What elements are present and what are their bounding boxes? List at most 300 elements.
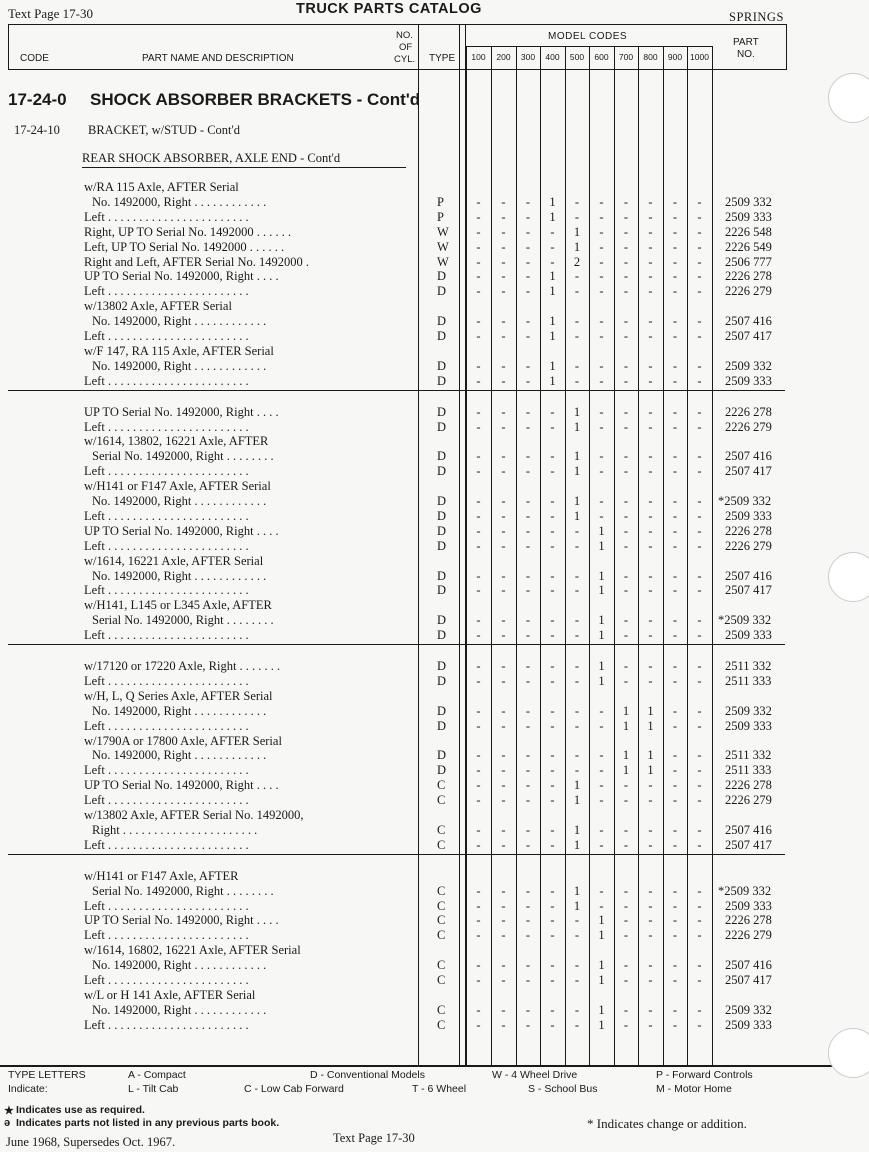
type-letter: C bbox=[437, 958, 446, 973]
model-qty: - bbox=[648, 583, 653, 598]
model-qty: - bbox=[672, 1017, 678, 1032]
model-qty: - bbox=[501, 284, 506, 299]
model-qty: - bbox=[501, 898, 506, 913]
model-qty: - bbox=[697, 494, 702, 508]
model-qty: - bbox=[550, 613, 555, 628]
model-qty: - bbox=[697, 822, 702, 837]
model-qty: - bbox=[648, 329, 653, 343]
legend-item: T - 6 Wheel bbox=[412, 1083, 467, 1095]
table-row bbox=[0, 793, 869, 808]
model-qty: - bbox=[476, 883, 481, 898]
model-qty: - bbox=[574, 703, 580, 718]
type-letter: P bbox=[437, 209, 444, 224]
model-qty: - bbox=[525, 1017, 531, 1032]
model-qty: - bbox=[672, 583, 678, 598]
model-qty: - bbox=[525, 748, 531, 763]
model-qty: - bbox=[574, 928, 580, 943]
type-letter: D bbox=[437, 269, 447, 284]
model-code-header: 600 bbox=[594, 52, 609, 62]
footnote-change: * Indicates change or addition. bbox=[587, 1116, 747, 1131]
model-qty: 1 bbox=[573, 419, 581, 434]
model-qty: - bbox=[476, 793, 481, 808]
model-qty: - bbox=[476, 269, 481, 284]
type-letter: C bbox=[437, 913, 446, 928]
model-qty: - bbox=[476, 329, 481, 343]
model-qty: - bbox=[697, 1002, 702, 1017]
legend-item: P - Forward Controls bbox=[656, 1069, 753, 1081]
table-row bbox=[0, 359, 869, 374]
model-qty: - bbox=[623, 898, 629, 913]
model-qty: - bbox=[476, 822, 481, 837]
model-qty: - bbox=[623, 404, 629, 419]
model-qty: - bbox=[672, 973, 678, 987]
table-row bbox=[0, 554, 869, 569]
part-description: w/13802 Axle, AFTER Serial bbox=[84, 299, 232, 314]
model-qty: 1 bbox=[598, 583, 605, 598]
model-qty: - bbox=[476, 837, 481, 852]
table-row bbox=[0, 748, 869, 763]
type-letter: C bbox=[437, 973, 446, 987]
model-qty: - bbox=[476, 628, 481, 643]
part-number: 2226 279 bbox=[725, 419, 772, 434]
table-row bbox=[0, 808, 869, 823]
model-qty: - bbox=[599, 358, 604, 373]
model-qty: - bbox=[501, 508, 506, 523]
model-qty: - bbox=[599, 494, 604, 508]
model-qty: - bbox=[574, 958, 580, 973]
part-number: 2507 417 bbox=[725, 837, 772, 852]
model-qty: - bbox=[623, 358, 629, 373]
part-description: Right . . . . . . . . . . . . . . . . . . . . . . bbox=[92, 822, 258, 837]
table-row bbox=[0, 719, 869, 734]
part-number: 2511 333 bbox=[725, 673, 772, 688]
model-qty: 1 bbox=[549, 358, 556, 373]
model-qty: - bbox=[648, 209, 653, 224]
part-description: No. 1492000, Right . . . . . . . . . . . . bbox=[92, 568, 267, 583]
model-qty: - bbox=[476, 659, 481, 673]
model-qty: - bbox=[501, 373, 506, 388]
model-qty: - bbox=[525, 958, 531, 973]
model-qty: 1 bbox=[573, 508, 581, 523]
model-qty: - bbox=[550, 404, 555, 419]
model-qty: - bbox=[476, 209, 481, 224]
model-qty: - bbox=[648, 659, 653, 673]
model-qty: - bbox=[623, 613, 629, 628]
model-qty: - bbox=[672, 1002, 678, 1017]
model-qty: - bbox=[672, 508, 678, 523]
model-qty: - bbox=[599, 883, 604, 898]
model-qty: - bbox=[672, 373, 678, 388]
part-number: 2507 416 bbox=[725, 449, 772, 464]
model-qty: - bbox=[550, 239, 555, 254]
model-qty: - bbox=[550, 1002, 555, 1017]
type-letter: D bbox=[437, 419, 447, 434]
model-qty: - bbox=[672, 613, 678, 628]
model-qty: - bbox=[525, 419, 531, 434]
model-qty: - bbox=[648, 793, 653, 808]
model-qty: - bbox=[476, 494, 481, 508]
model-qty: - bbox=[599, 763, 604, 778]
part-description: No. 1492000, Right . . . . . . . . . . . . bbox=[92, 703, 267, 718]
model-qty: - bbox=[599, 254, 604, 269]
model-qty: - bbox=[672, 568, 678, 583]
model-qty: - bbox=[672, 404, 678, 419]
model-qty: - bbox=[648, 358, 653, 373]
model-qty: - bbox=[501, 837, 506, 852]
model-qty: - bbox=[599, 508, 604, 523]
model-qty: - bbox=[623, 958, 629, 973]
model-qty: - bbox=[648, 419, 653, 434]
star-icon: ★ bbox=[4, 1105, 14, 1117]
model-qty: - bbox=[525, 314, 531, 329]
model-qty: - bbox=[623, 239, 629, 254]
model-qty: - bbox=[525, 373, 531, 388]
model-qty: - bbox=[672, 883, 678, 898]
model-qty: - bbox=[697, 928, 702, 943]
model-code-header: 800 bbox=[643, 52, 658, 62]
model-qty: - bbox=[550, 419, 555, 434]
model-qty: - bbox=[501, 358, 506, 373]
model-qty: 1 bbox=[647, 703, 654, 718]
model-qty: - bbox=[648, 254, 653, 269]
model-qty: - bbox=[501, 194, 506, 209]
model-qty: 1 bbox=[573, 778, 581, 793]
section-title: SHOCK ABSORBER BRACKETS - Cont'd bbox=[90, 90, 421, 109]
col-part-no-1: PART bbox=[733, 37, 759, 48]
part-number: 2509 332 bbox=[725, 1002, 772, 1017]
model-qty: 2 bbox=[573, 254, 581, 269]
model-qty: - bbox=[525, 673, 531, 688]
model-qty: - bbox=[648, 508, 653, 523]
model-qty: - bbox=[648, 883, 653, 898]
model-qty: - bbox=[623, 269, 629, 284]
model-qty: - bbox=[648, 673, 653, 688]
model-qty: 1 bbox=[622, 718, 630, 733]
model-qty: - bbox=[672, 718, 678, 733]
model-qty: - bbox=[501, 883, 506, 898]
model-qty: - bbox=[550, 928, 555, 943]
model-qty: - bbox=[525, 718, 531, 733]
model-qty: - bbox=[623, 778, 629, 793]
group-separator bbox=[8, 390, 785, 391]
type-letter: D bbox=[437, 673, 447, 688]
model-qty: - bbox=[476, 284, 481, 299]
model-qty: - bbox=[476, 314, 481, 329]
model-qty: - bbox=[501, 224, 506, 239]
part-description: Left . . . . . . . . . . . . . . . . . . . . . . . bbox=[84, 538, 249, 553]
model-qty: - bbox=[672, 419, 678, 434]
model-qty: - bbox=[599, 224, 604, 239]
model-qty: - bbox=[525, 358, 531, 373]
part-description: Left . . . . . . . . . . . . . . . . . . . . . . . bbox=[84, 973, 249, 987]
model-qty: - bbox=[525, 703, 531, 718]
model-qty: - bbox=[648, 269, 653, 284]
part-description: w/1614, 16221 Axle, AFTER Serial bbox=[84, 553, 264, 568]
model-qty: - bbox=[501, 718, 506, 733]
model-qty: 1 bbox=[598, 673, 605, 688]
model-qty: - bbox=[648, 1002, 653, 1017]
model-qty: - bbox=[476, 194, 481, 209]
model-code-header: 300 bbox=[520, 52, 536, 62]
model-qty: - bbox=[525, 583, 531, 598]
model-qty: - bbox=[574, 659, 580, 673]
model-qty: - bbox=[648, 224, 653, 239]
model-qty: - bbox=[574, 269, 580, 284]
model-qty: - bbox=[574, 973, 580, 987]
model-qty: - bbox=[697, 883, 702, 898]
model-qty: 1 bbox=[573, 239, 581, 254]
type-letter: D bbox=[437, 763, 447, 778]
type-letter: D bbox=[437, 748, 447, 763]
part-description: w/H141 or F147 Axle, AFTER Serial bbox=[84, 479, 271, 494]
model-qty: - bbox=[550, 464, 555, 479]
model-qty: - bbox=[648, 494, 653, 508]
model-qty: - bbox=[525, 973, 531, 987]
type-letter: C bbox=[437, 928, 446, 943]
model-qty: - bbox=[501, 1002, 506, 1017]
part-number: 2507 416 bbox=[725, 822, 772, 837]
model-qty: - bbox=[525, 928, 531, 943]
model-qty: - bbox=[501, 793, 506, 808]
type-letter: D bbox=[437, 508, 447, 523]
model-qty: - bbox=[697, 538, 702, 553]
model-qty: - bbox=[697, 224, 702, 239]
model-qty: - bbox=[574, 358, 580, 373]
model-qty: - bbox=[476, 748, 481, 763]
model-qty: - bbox=[648, 449, 653, 464]
model-qty: - bbox=[648, 568, 653, 583]
model-qty: - bbox=[599, 194, 604, 209]
table-row bbox=[0, 374, 869, 389]
model-code-header: 400 bbox=[545, 52, 560, 62]
part-description: Left . . . . . . . . . . . . . . . . . . . . . . . bbox=[84, 673, 249, 688]
model-qty: - bbox=[648, 464, 653, 479]
part-description: w/13802 Axle, AFTER Serial No. 1492000, bbox=[84, 808, 304, 822]
model-qty: - bbox=[648, 973, 653, 987]
model-qty: - bbox=[476, 538, 481, 553]
model-qty: - bbox=[525, 538, 531, 553]
model-qty: - bbox=[476, 958, 481, 973]
table-row bbox=[0, 240, 869, 255]
model-qty: - bbox=[697, 194, 702, 209]
model-qty: - bbox=[623, 973, 629, 987]
part-number: 2226 278 bbox=[725, 269, 772, 284]
table-row bbox=[0, 598, 869, 613]
model-qty: - bbox=[599, 314, 604, 329]
table-row bbox=[0, 838, 869, 853]
model-qty: - bbox=[623, 419, 629, 434]
sub-description: BRACKET, w/STUD - Cont'd bbox=[88, 123, 241, 137]
model-qty: 1 bbox=[573, 449, 581, 464]
model-qty: - bbox=[599, 329, 604, 343]
model-qty: - bbox=[697, 358, 702, 373]
model-qty: - bbox=[623, 373, 629, 388]
model-qty: 1 bbox=[573, 464, 581, 479]
type-letter: C bbox=[437, 1017, 446, 1032]
model-qty: - bbox=[648, 613, 653, 628]
type-letter: D bbox=[437, 583, 447, 598]
part-description: No. 1492000, Right . . . . . . . . . . . . bbox=[92, 748, 267, 763]
model-qty: - bbox=[697, 913, 702, 928]
model-qty: - bbox=[501, 419, 506, 434]
model-qty: 1 bbox=[598, 958, 605, 973]
part-description: Left . . . . . . . . . . . . . . . . . . . . . . . bbox=[84, 419, 249, 434]
model-qty: - bbox=[623, 673, 629, 688]
model-qty: 1 bbox=[549, 269, 556, 284]
model-qty: - bbox=[648, 928, 653, 943]
model-qty: - bbox=[550, 494, 555, 508]
model-qty: - bbox=[623, 209, 629, 224]
model-qty: - bbox=[574, 209, 580, 224]
model-qty: - bbox=[476, 373, 481, 388]
model-qty: - bbox=[476, 464, 481, 479]
table-row bbox=[0, 479, 869, 494]
table-row bbox=[0, 613, 869, 628]
table-row bbox=[0, 778, 869, 793]
part-description: w/H, L, Q Series Axle, AFTER Serial bbox=[84, 688, 273, 703]
model-qty: - bbox=[623, 883, 629, 898]
part-description: Left, UP TO Serial No. 1492000 . . . . . . bbox=[84, 239, 285, 254]
model-qty: - bbox=[672, 913, 678, 928]
legend-label-1: TYPE LETTERS bbox=[8, 1069, 86, 1081]
model-qty: - bbox=[648, 194, 653, 209]
type-letter: C bbox=[437, 898, 446, 913]
model-qty: - bbox=[501, 583, 506, 598]
model-qty: 1 bbox=[598, 973, 605, 987]
table-row bbox=[0, 539, 869, 554]
col-no-of-cyl-2: OF bbox=[399, 42, 413, 53]
model-qty: - bbox=[501, 778, 506, 793]
model-qty: - bbox=[574, 583, 580, 598]
model-qty: - bbox=[672, 628, 678, 643]
model-qty: 1 bbox=[622, 703, 630, 718]
model-qty: - bbox=[476, 1017, 481, 1032]
model-qty: - bbox=[623, 494, 629, 508]
type-letter: D bbox=[437, 464, 447, 479]
part-description: w/1790A or 17800 Axle, AFTER Serial bbox=[84, 733, 282, 748]
model-qty: - bbox=[501, 913, 506, 928]
model-code-header: 700 bbox=[618, 52, 634, 62]
model-code-header: 500 bbox=[569, 52, 585, 62]
model-qty: 1 bbox=[598, 1017, 605, 1032]
model-qty: - bbox=[672, 748, 678, 763]
model-qty: - bbox=[697, 718, 702, 733]
model-qty: 1 bbox=[598, 523, 605, 538]
model-code-header: 900 bbox=[667, 52, 683, 62]
type-letter: D bbox=[437, 613, 447, 628]
type-letter: D bbox=[437, 659, 447, 673]
model-qty: 1 bbox=[622, 748, 630, 763]
type-letter: D bbox=[437, 284, 447, 299]
table-row bbox=[0, 943, 869, 958]
model-qty: - bbox=[697, 628, 702, 643]
model-qty: 1 bbox=[573, 224, 581, 239]
model-qty: - bbox=[501, 928, 506, 943]
model-qty: - bbox=[501, 659, 506, 673]
model-qty: - bbox=[623, 583, 629, 598]
model-qty: - bbox=[501, 449, 506, 464]
model-qty: - bbox=[623, 538, 629, 553]
model-qty: - bbox=[599, 464, 604, 479]
model-qty: - bbox=[550, 449, 555, 464]
model-qty: - bbox=[501, 239, 506, 254]
col-part-name: PART NAME AND DESCRIPTION bbox=[142, 53, 294, 64]
model-qty: - bbox=[599, 284, 604, 299]
table-row bbox=[0, 659, 869, 674]
model-qty: 1 bbox=[647, 748, 654, 763]
type-letter: W bbox=[437, 224, 449, 239]
model-qty: - bbox=[623, 464, 629, 479]
model-qty: - bbox=[476, 419, 481, 434]
group-separator bbox=[8, 854, 785, 855]
model-qty: - bbox=[697, 449, 702, 464]
part-description: Left . . . . . . . . . . . . . . . . . . . . . . . bbox=[84, 1017, 249, 1032]
model-qty: - bbox=[501, 628, 506, 643]
model-qty: - bbox=[697, 314, 702, 329]
model-qty: - bbox=[550, 913, 555, 928]
model-qty: - bbox=[623, 913, 629, 928]
model-qty: - bbox=[525, 763, 531, 778]
model-qty: - bbox=[672, 464, 678, 479]
model-qty: - bbox=[525, 883, 531, 898]
part-description: No. 1492000, Right . . . . . . . . . . . . bbox=[92, 494, 267, 508]
model-qty: - bbox=[648, 523, 653, 538]
type-letter: D bbox=[437, 718, 447, 733]
model-qty: - bbox=[574, 314, 580, 329]
type-letter: D bbox=[437, 449, 447, 464]
model-qty: - bbox=[501, 538, 506, 553]
type-letter: W bbox=[437, 254, 449, 269]
model-qty: - bbox=[476, 763, 481, 778]
model-qty: - bbox=[697, 673, 702, 688]
table-row bbox=[0, 299, 869, 314]
model-qty: - bbox=[599, 449, 604, 464]
type-letter: D bbox=[437, 373, 447, 388]
table-row bbox=[0, 884, 869, 899]
model-qty: - bbox=[550, 898, 555, 913]
table-row bbox=[0, 195, 869, 210]
part-description: Left . . . . . . . . . . . . . . . . . . . . . . . bbox=[84, 793, 249, 808]
part-description: w/17120 or 17220 Axle, Right . . . . . . . bbox=[84, 659, 281, 673]
model-qty: 1 bbox=[549, 194, 556, 209]
part-description: No. 1492000, Right . . . . . . . . . . . . bbox=[92, 958, 267, 973]
table-row bbox=[0, 494, 869, 509]
model-qty: - bbox=[697, 404, 702, 419]
footer-date: June 1968, Supersedes Oct. 1967. bbox=[6, 1135, 176, 1149]
model-qty: - bbox=[476, 449, 481, 464]
part-description: Left . . . . . . . . . . . . . . . . . . . . . . . bbox=[84, 763, 249, 778]
part-number: 2511 332 bbox=[725, 659, 772, 673]
model-qty: - bbox=[574, 763, 580, 778]
model-qty: - bbox=[525, 523, 531, 538]
part-description: w/1614, 16802, 16221 Axle, AFTER Serial bbox=[84, 943, 301, 958]
col-code: CODE bbox=[20, 53, 49, 64]
part-description: Left . . . . . . . . . . . . . . . . . . . . . . . bbox=[84, 373, 249, 388]
model-qty: 1 bbox=[573, 793, 581, 808]
part-number: 2509 333 bbox=[725, 373, 772, 388]
model-qty: - bbox=[623, 224, 629, 239]
model-qty: - bbox=[697, 837, 702, 852]
model-qty: 1 bbox=[573, 898, 581, 913]
binder-hole bbox=[828, 1028, 869, 1078]
table-row bbox=[0, 180, 869, 195]
model-qty: 1 bbox=[573, 404, 581, 419]
model-qty: - bbox=[672, 269, 678, 284]
part-number: 2226 278 bbox=[725, 913, 772, 928]
model-qty: - bbox=[672, 209, 678, 224]
model-qty: - bbox=[476, 778, 481, 793]
model-qty: - bbox=[697, 748, 702, 763]
